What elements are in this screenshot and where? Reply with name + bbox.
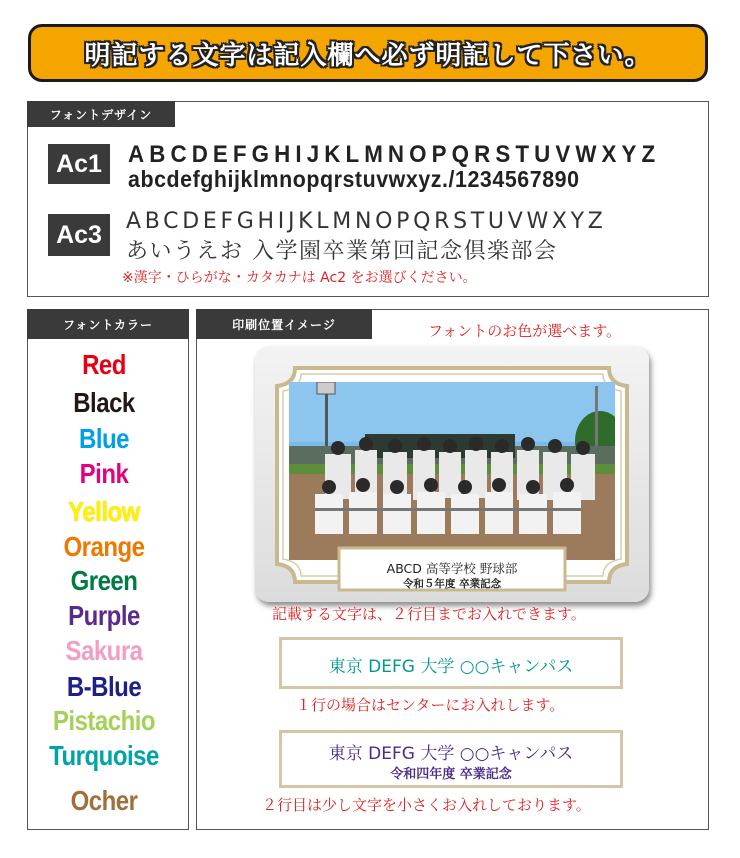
font-design-tab [27, 101, 175, 127]
color-selectable-note: フォントのお色が選べます。 [428, 322, 622, 340]
ac2-recommend-note: ※漢字・ひらがな・カタカナは Ac2 をお選びください。 [122, 270, 477, 286]
photo-card [255, 346, 649, 602]
color-option-ocher: Ocher [70, 785, 138, 817]
ac1-label-text: Ac1 [56, 149, 102, 178]
color-option-pink: Pink [79, 458, 129, 490]
color-option-green: Green [70, 565, 138, 597]
font-color-tab [27, 309, 189, 339]
color-option-yellow: Yellow [68, 496, 140, 528]
font-design-tab-label: フォントデザイン [49, 107, 153, 122]
instruction-banner [28, 24, 708, 82]
color-option-purple: Purple [68, 600, 140, 632]
ac1-lowercase-sample: abcdefghijklmnopqrstuvwxyz./1234567890 [128, 166, 580, 192]
ac1-label [48, 144, 110, 184]
color-option-turquoise: Turquoise [49, 740, 159, 772]
one-line-center-note: １行の場合はセンターにお入れします。 [296, 696, 565, 714]
color-option-red: Red [82, 349, 126, 381]
ac3-japanese-sample: あいうえお 入学園卒業第回記念倶楽部会 [126, 239, 558, 264]
color-option-b-blue: B-Blue [66, 671, 142, 703]
ac3-label [48, 214, 110, 256]
ac3-uppercase-sample: ABCDEFGHIJKLMNOPQRSTUVWXYZ [126, 209, 607, 234]
print-position-tab-label: 印刷位置イメージ [232, 317, 336, 332]
color-option-black: Black [73, 387, 135, 419]
two-line-small-note: ２行目は少し文字を小さくお入れしております。 [262, 796, 591, 814]
one-line-example-text: 東京 DEFG 大学 ○○キャンパス [328, 657, 574, 677]
print-position-tab [196, 309, 372, 339]
photo-plate-line1: ABCD 高等学校 野球部 [386, 561, 518, 576]
ac1-uppercase-sample: ABCDEFGHIJKLMNOPQRSTUVWXYZ [128, 141, 661, 168]
color-option-pistachio: Pistachio [52, 705, 156, 737]
banner-text: 明記する文字は記入欄へ必ず明記して下さい。 [84, 40, 652, 71]
color-option-blue: Blue [78, 423, 129, 455]
two-lines-max-note: 記載する文字は、２行目までお入れできます。 [272, 605, 586, 623]
photo-plate-line2: 令和５年度 卒業記念 [402, 578, 502, 590]
ac3-label-text: Ac3 [56, 220, 102, 249]
color-option-sakura: Sakura [65, 635, 143, 667]
font-color-tab-label: フォントカラー [62, 317, 154, 332]
two-line-example-line2: 令和四年度 卒業記念 [390, 767, 512, 782]
one-line-example-plate [279, 637, 623, 689]
two-line-example-plate [279, 730, 623, 788]
two-line-example-line1: 東京 DEFG 大学 ○○キャンパス [328, 744, 574, 764]
color-option-orange: Orange [63, 531, 145, 563]
